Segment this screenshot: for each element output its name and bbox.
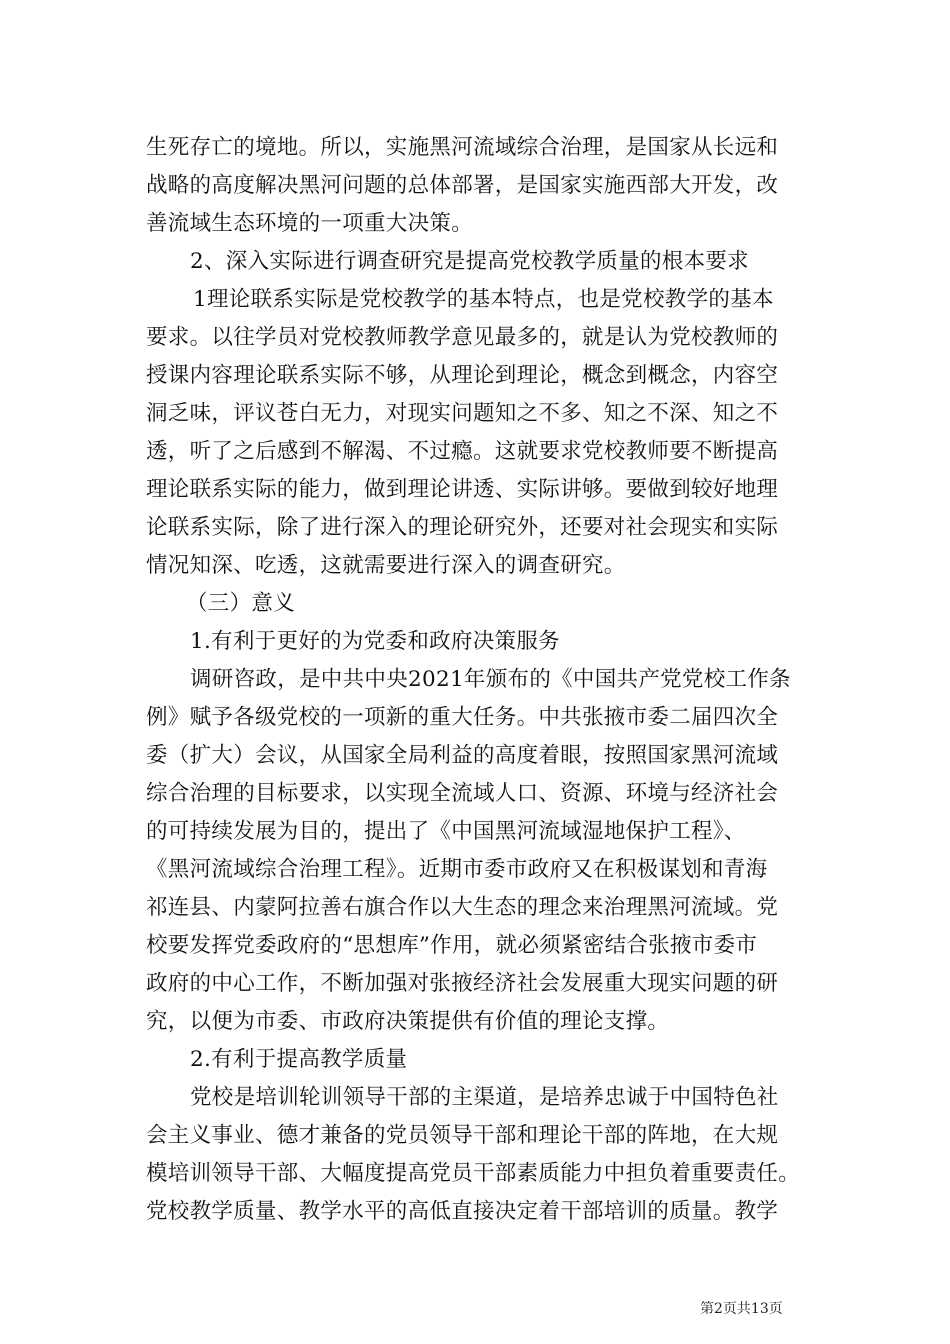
text-line: 情况知深、吃透，这就需要进行深入的调查研究。	[146, 553, 626, 578]
text-line: 生死存亡的境地。所以，实施黑河流域综合治理，是国家从长远和	[146, 135, 779, 160]
text-line: 理论联系实际的能力，做到理论讲透、实际讲够。要做到较好地理	[146, 477, 779, 502]
text-line: 论联系实际，除了进行深入的理论研究外，还要对社会现实和实际	[146, 515, 779, 540]
text-line: 校要发挥党委政府的“思想库”作用，就必须紧密结合张掖市委市	[146, 933, 758, 958]
text-line: 例》赋予各级党校的一项新的重大任务。中共张掖市委二届四次全	[146, 705, 779, 730]
text-line: 《黑河流域综合治理工程》。近期市委市政府又在积极谋划和青海	[146, 857, 768, 882]
text-line: 会主义事业、德才兼备的党员领导干部和理论干部的阵地，在大规	[146, 1123, 779, 1148]
text-line: 1理论联系实际是党校教学的基本特点，也是党校教学的基本	[193, 287, 774, 312]
text-line: 授课内容理论联系实际不够，从理论到理论，概念到概念，内容空	[146, 363, 779, 388]
text-line: 善流域生态环境的一项重大决策。	[146, 211, 474, 236]
subsection-heading: 2.有利于提高教学质量	[190, 1047, 408, 1072]
page-number: 第2页共13页	[700, 1301, 783, 1317]
text-line: 要求。以往学员对党校教师教学意见最多的，就是认为党校教师的	[146, 325, 779, 350]
text-line: 党校教学质量、教学水平的高低直接决定着干部培训的质量。教学	[146, 1199, 779, 1224]
text-line: 战略的高度解决黑河问题的总体部署，是国家实施西部大开发，改	[146, 173, 779, 198]
section-heading: （三）意义	[186, 591, 296, 616]
text-line: 委（扩大）会议，从国家全局利益的高度着眼，按照国家黑河流域	[146, 743, 779, 768]
text-line: 透，听了之后感到不解渴、不过瘾。这就要求党校教师要不断提高	[146, 439, 779, 464]
text-line: 祁连县、内蒙阿拉善右旗合作以大生态的理念来治理黑河流域。党	[146, 895, 779, 920]
text-line: 模培训领导干部、大幅度提高党员干部素质能力中担负着重要责任。	[146, 1161, 801, 1186]
subsection-heading: 1.有利于更好的为党委和政府决策服务	[190, 629, 560, 654]
text-line: 政府的中心工作，不断加强对张掖经济社会发展重大现实问题的研	[146, 971, 779, 996]
text-line: 党校是培训轮训领导干部的主渠道，是培养忠诚于中国特色社	[190, 1085, 779, 1110]
text-line: 究，以便为市委、市政府决策提供有价值的理论支撑。	[146, 1009, 670, 1034]
text-line: 洞乏味，评议苍白无力，对现实问题知之不多、知之不深、知之不	[146, 401, 779, 426]
section-heading: 2、深入实际进行调查研究是提高党校教学质量的根本要求	[190, 249, 749, 274]
text-line: 的可持续发展为目的，提出了《中国黑河流域湿地保护工程》、	[146, 819, 746, 844]
text-line: 综合治理的目标要求，以实现全流域人口、资源、环境与经济社会	[146, 781, 779, 806]
text-line: 调研咨政，是中共中央2021年颁布的《中国共产党党校工作条	[190, 667, 791, 692]
